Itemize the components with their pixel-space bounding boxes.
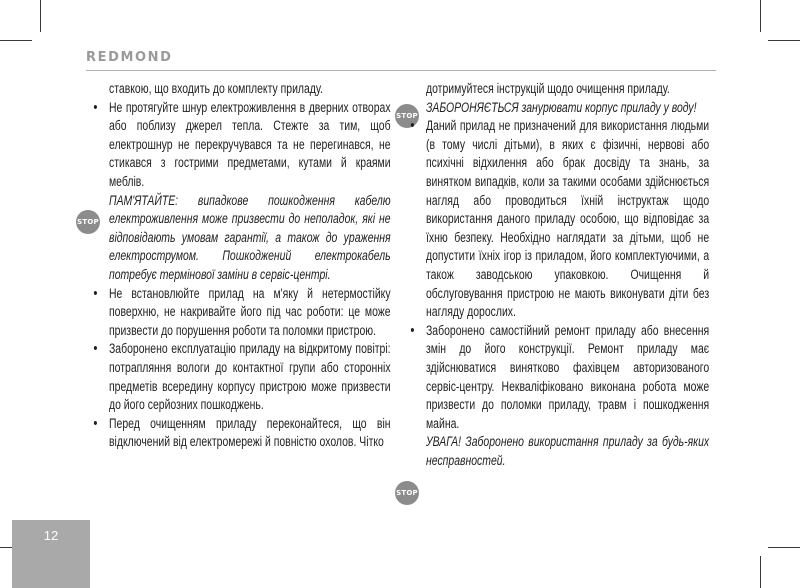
bullet-item	[93, 414, 391, 452]
stop-icon: STOP	[76, 210, 100, 234]
stop-icon: STOP	[395, 481, 419, 505]
crop-mark	[0, 40, 32, 41]
crop-mark	[768, 547, 800, 548]
header-divider	[86, 70, 716, 71]
paragraph: дотримуйтеся інструкцій щодо очищення приладу.	[426, 81, 670, 96]
bullet-item	[93, 284, 391, 341]
bullet-item	[410, 321, 710, 434]
bullet-item	[410, 117, 710, 322]
bullet-icon: •	[93, 284, 98, 302]
crop-mark	[768, 40, 800, 41]
bullet-text: Не встановлюйте прилад на м'яку й нетермостійку поверхню, не накривайте його під час роботи: це може призвести до порушення роботи та поломки пристрою.	[109, 285, 391, 338]
right-column	[410, 80, 710, 470]
stop-icon: STOP	[395, 104, 419, 128]
bullet-text: Заборонено самостійний ремонт приладу або внесення змін до його конструкції. Ремонт приладу має здійснюватися винятково фахівцем авторизованого сервіс-центру. Некваліфіковано виконана робота може призвести до поломки приладу, травм і пошкодження майна.	[426, 322, 710, 431]
bullet-text: Не протягуйте шнур електроживлення в дверних отворах або поблизу джерел тепла. Стежте за тим, щоб електрошнур не перекручувався та не перегинався, не стикався з гострими предметами, кутами й краями меблів.	[109, 99, 391, 189]
bullet-icon: •	[410, 117, 415, 135]
warning-note: ЗАБОРОНЯЄТЬСЯ занурювати корпус приладу у воду!	[426, 99, 697, 115]
bullet-text: Перед очищенням приладу переконайтеся, що він відключений від електромережі й повністю охолов. Чітко	[109, 415, 391, 450]
brand-logo: REDMOND	[86, 50, 173, 65]
page-number: 12	[43, 528, 59, 543]
crop-mark	[40, 0, 41, 32]
bullet-icon: •	[93, 340, 98, 358]
bullet-icon: •	[93, 98, 98, 116]
crop-mark	[760, 556, 761, 588]
warning-note: УВАГА! Заборонено використання приладу за будь-яких несправностей.	[426, 434, 710, 468]
paragraph: ставкою, що входить до комплекту приладу.	[109, 81, 323, 96]
left-column	[93, 80, 391, 452]
bullet-text: Заборонено експлуатацію приладу на відкритому повітрі: потрапляння вологи до контактної групи або сторонніх предметів всередину корпусу пристрою може призвести до його серйозних пошкоджень.	[109, 341, 391, 413]
bullet-icon: •	[93, 414, 98, 432]
crop-mark	[760, 0, 761, 32]
warning-note: ПАМ'ЯТАЙТЕ: випадкове пошкодження кабелю електроживлення може призвести до неполадок, які не відповідають умовам гарантії, а також до ураження електрострумом. Пошкоджений електрокабель потребує термінової заміни в сервіс-центрі.	[109, 192, 391, 282]
bullet-item	[93, 98, 391, 192]
bullet-item	[93, 340, 391, 414]
bullet-icon: •	[410, 321, 415, 339]
bullet-text: Даний прилад не призначений для використання людьми (в тому числі дітьми), в яких є фізичні, нервові або психічні відхилення або брак досвіду та знань, за винятком випадків, коли за такими особами здійснюється нагляд або проводиться їхній інструктаж щодо використання даного приладу особою, що відповідає за їхню безпеку. Необхідно наглядати за дітьми, щоб не допустити їхніх ігор із приладом, його комплектуючими, а також заводською упаковкою. Очищення й обслуговування пристрою не мають виконувати діти без нагляду дорослих.	[426, 118, 710, 320]
